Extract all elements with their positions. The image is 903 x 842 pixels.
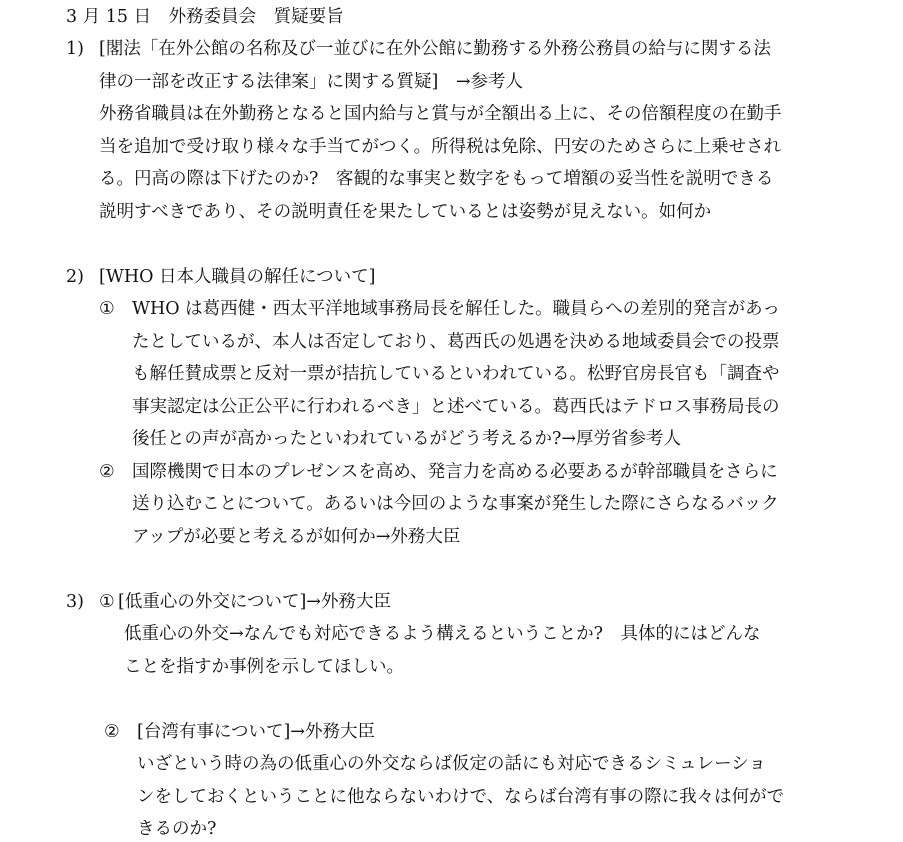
body-line: も解任賛成票と反対一票が拮抗しているといわれている。松野官房長官も「調査や (132, 364, 780, 384)
section-number: 3) (66, 592, 84, 612)
body-line: 当を追加で受け取り様々な手当てがつく。所得税は免除、円安のためさらに上乗せされ (99, 137, 782, 157)
body-line: 外務省職員は在外勤務となると国内給与と賞与が全額出る上に、その倍額程度の在勤手 (99, 104, 782, 124)
body-line: きるのか? (137, 819, 217, 839)
body-line: いざという時の為の低重心の外交ならば仮定の話にも対応できるシミュレーショ (137, 754, 766, 774)
body-line: 低重心の外交→なんでも対応できるよう構えるということか? 具体的にはどんな (124, 624, 761, 644)
body-line: WHO は葛西健・西太平洋地域事務局長を解任した。職員らへの差別的発言があっ (132, 299, 780, 319)
body-line: 説明すべきであり、その説明責任を果たしているとは姿勢が見えない。如何か (99, 202, 712, 222)
body-line: 送り込むことについて。あるいは今回のような事案が発生した際にさらなるバック (132, 494, 779, 514)
item-heading: [台湾有事について]→外務大臣 (137, 722, 375, 742)
body-line: 国際機関で日本のプレゼンスを高め、発言力を高める必要あるが幹部職員をさらに (132, 462, 778, 482)
body-line: アップが必要と考えるが如何か→外務大臣 (132, 527, 461, 547)
item-marker: ② (104, 722, 120, 742)
document-title: 3 月 15 日 外務委員会 質疑要旨 (66, 7, 344, 27)
body-line: る。円高の際は下げたのか? 客観的な事実と数字をもって増額の妥当性を説明できる (99, 169, 774, 189)
item-marker: ① (99, 299, 115, 319)
section-heading: [WHO 日本人職員の解任について] (99, 267, 376, 287)
body-line: ことを指すか事例を示してほしい。 (124, 657, 404, 677)
body-line: たとしているが、本人は否定しており、葛西氏の処遇を決める地域委員会での投票 (132, 332, 780, 352)
section-heading-line: [閣法「在外公館の名称及び一並びに在外公館に勤務する外務公務員の給与に関する法 (99, 39, 771, 59)
item-marker: ① (99, 592, 115, 612)
item-heading: [低重心の外交について]→外務大臣 (118, 592, 391, 612)
body-line: ンをしておくということに他ならないわけで、ならば台湾有事の際に我々は何がで (137, 787, 785, 807)
body-line: 後任との声が高かったといわれているがどう考えるか?→厚労省参考人 (132, 429, 682, 449)
section-number: 1) (66, 39, 84, 59)
item-marker: ② (99, 462, 115, 482)
body-line: 事実認定は公正公平に行われるべき」と述べている。葛西氏はテドロス事務局長の (132, 397, 780, 417)
section-heading-line: 律の一部を改正する法律案」に関する質疑] →参考人 (99, 72, 523, 92)
section-number: 2) (66, 267, 84, 287)
